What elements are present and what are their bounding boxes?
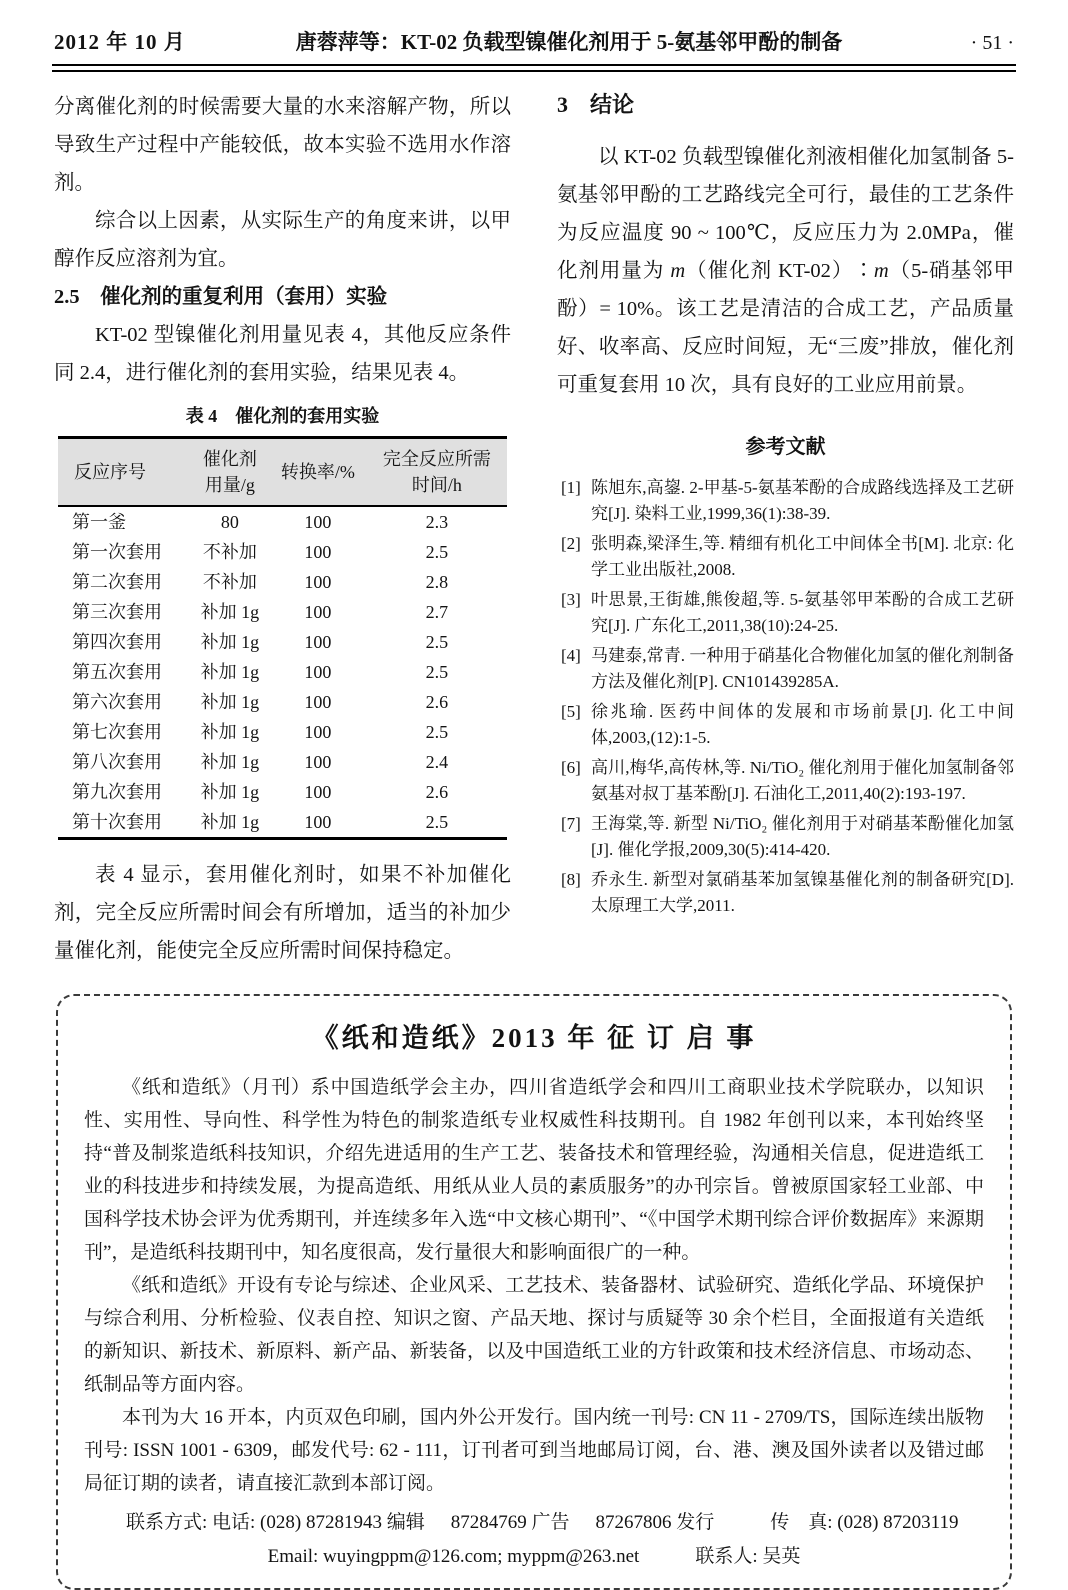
table-cell: 第一釜 [72, 511, 126, 532]
contact-person: 联系人: 吴英 [695, 1546, 801, 1567]
table-header [58, 438, 507, 507]
table-row [58, 777, 507, 807]
table-cell: 补加 1g [200, 631, 260, 652]
table-cell: 80 [220, 511, 239, 532]
table-cell: 100 [304, 631, 332, 652]
conclusion-text: （催化剂 KT-02）∶ [685, 260, 874, 282]
table-cell: 补加 1g [200, 811, 260, 832]
section-heading-3: 3 结论 [557, 92, 635, 117]
reference-text: 徐兆瑜. 医药中间体的发展和市场前景[J]. 化工中间体,2003,(12):1-5. [591, 702, 1014, 747]
paragraph: KT-02 型镍催化剂用量见表 4，其他反应条件同 2.4，进行催化剂的套用实验，结果见表 4。 [54, 324, 511, 384]
notice-paragraph: 本刊为大 16 开本，内页双色印刷，国内外公开发行。国内统一刊号: CN 11 - 2709/TS，国际连续出版物刊号: ISSN 1001 - 6309，邮发代号: 62 - 111，订刊者可到当地邮局订阅，台、港、澳及国外读者以及错过邮局征订期的读者，请直接汇款到本部订阅。 [84, 1407, 984, 1494]
reference-text: 高川,梅华,高传林,等. Ni/TiO₂ 催化剂用于催化加氢制备邻氨基对叔丁基苯酚[J]. 石油化工,2011,40(2):193-197. [591, 758, 1014, 803]
conclusion-text: （5-硝基邻甲酚）= 10%。该工艺是清洁的合成工艺，产品质量好、收率高、反应时间短，无“三废”排放，催化剂可重复套用 10 次，具有良好的工业应用前景。 [557, 260, 1014, 396]
table-cell: 100 [304, 751, 332, 772]
reference-label: [7] [561, 814, 581, 833]
table-cell: 100 [304, 571, 332, 592]
reference-text: 马建泰,常青. 一种用于硝基化合物催化加氢的催化剂制备方法及催化剂[P]. CN101439285A. [591, 646, 1014, 691]
reference-text: 叶思景,王街雄,熊俊超,等. 5-氨基邻甲苯酚的合成工艺研究[J]. 广东化工,2011,38(10):24-25. [591, 590, 1014, 635]
reference-text: 乔永生. 新型对氯硝基苯加氢镍基催化剂的制备研究[D]. 太原理工大学,2011. [591, 870, 1014, 915]
reference-item [557, 531, 1014, 583]
reference-label: [6] [561, 758, 581, 777]
table-cell: 2.5 [425, 541, 449, 562]
table-cell: 不补加 [202, 541, 257, 562]
page-number: · 51 · [970, 32, 1014, 54]
table-cell: 补加 1g [200, 661, 260, 682]
table-row [58, 627, 507, 657]
reference-item [557, 587, 1014, 639]
reference-label: [4] [561, 646, 581, 665]
reference-item [557, 867, 1014, 919]
notice-title: 《纸和造纸》2013 年 征 订 启 事 [311, 1023, 757, 1053]
table-cell: 补加 1g [200, 691, 260, 712]
content-columns [28, 72, 1040, 970]
table-row [58, 807, 507, 839]
reference-label: [2] [561, 534, 581, 553]
references-title: 参考文献 [745, 436, 826, 458]
table-cell: 2.3 [425, 511, 449, 532]
table-cell: 补加 1g [200, 781, 260, 802]
table-cell: 2.5 [425, 721, 449, 742]
reference-item [557, 475, 1014, 527]
conclusion-paragraph [557, 138, 1014, 404]
reference-item [557, 643, 1014, 695]
table-cell: 2.6 [425, 691, 449, 712]
table-cell: 补加 1g [200, 601, 260, 622]
table-cell: 100 [304, 691, 332, 712]
table-cell: 2.8 [425, 571, 449, 592]
contact-line [84, 1506, 984, 1540]
table-cell: 第七次套用 [72, 721, 162, 742]
column-header: 完全反应所需 时间/h [367, 438, 507, 507]
paragraph: 分离催化剂的时候需要大量的水来溶解产物，所以导致生产过程中产能较低，故本实验不选用水作溶剂。 [54, 96, 511, 194]
table-cell: 2.6 [425, 781, 449, 802]
header-rule [52, 64, 1016, 72]
table-cell: 第六次套用 [72, 691, 162, 712]
reference-text: 王海棠,等. 新型 Ni/TiO₂ 催化剂用于对硝基苯酚催化加氢[J]. 催化学报,2009,30(5):414-420. [591, 814, 1014, 859]
column-header: 转换率/% [269, 438, 367, 507]
table-body [58, 506, 507, 839]
table-cell: 100 [304, 721, 332, 742]
math-var-m: m [873, 260, 889, 282]
notice-paragraph: 《纸和造纸》（月刊）系中国造纸学会主办，四川省造纸学会和四川工商职业技术学院联办，以知识性、实用性、导向性、科学性为特色的制浆造纸专业权威性科技期刊。自 1982 年创刊以来，本刊始终坚持“普及制浆造纸科技知识，介绍先进适用的生产工艺、装备技术和管理经验，沟通相关信息，促进造纸工业的科技进步和持续发展，为提高造纸、用纸从业人员的素质服务”的办刊宗旨。曾被原国家轻工业部、中国科学技术协会评为优秀期刊，并连续多年入选“中文核心期刊”、“《中国学术期刊综合评价数据库》来源期刊”，是造纸科技期刊中，知名度很高，发行量很大和影响面很广的一种。 [84, 1077, 984, 1263]
table-row [58, 567, 507, 597]
page-header [28, 16, 1040, 64]
table-row [58, 687, 507, 717]
table-cell: 2.5 [425, 631, 449, 652]
table-cell: 100 [304, 541, 332, 562]
reference-label: [1] [561, 478, 581, 497]
reuse-experiment-table [58, 436, 507, 840]
issue-date: 2012 年 10 月 [54, 30, 186, 54]
reference-label: [5] [561, 702, 581, 721]
notice-paragraph: 《纸和造纸》开设有专论与综述、企业风采、工艺技术、装备器材、试验研究、造纸化学品、环境保护与综合利用、分析检验、仪表自控、知识之窗、产品天地、探讨与质疑等 30 余个栏目，全面报道有关造纸的新知识、新技术、新原料、新产品、新装备，以及中国造纸工业的方针政策和技术经济信息、市场动态、纸制品等方面内容。 [84, 1275, 984, 1395]
table-row [58, 506, 507, 537]
paragraph: 表 4 显示，套用催化剂时，如果不补加催化剂，完全反应所需时间会有所增加，适当的补加少量催化剂，能使完全反应所需时间保持稳定。 [54, 864, 511, 962]
table-cell: 第二次套用 [72, 571, 162, 592]
column-header: 反应序号 [58, 438, 191, 507]
table-row [58, 597, 507, 627]
table-cell: 第九次套用 [72, 781, 162, 802]
conclusion-text: 以 KT-02 负载型镍催化剂液相催化加氢制备 5-氨基邻甲酚的工艺路线完全可行，最佳的工艺条件为反应温度 90 ~ 100℃，反应压力为 2.0MPa，催化剂用量为 [557, 146, 1014, 282]
references-list [557, 475, 1014, 919]
table-cell: 2.7 [425, 601, 449, 622]
table-cell: 2.5 [425, 661, 449, 682]
contact-phone: 联系方式: 电话: (028) 87281943 编辑 [126, 1512, 425, 1533]
table-cell: 第一次套用 [72, 541, 162, 562]
reference-text: 陈旭东,高鋆. 2-甲基-5-氨基苯酚的合成路线选择及工艺研究[J]. 染料工业,1999,36(1):38-39. [591, 478, 1014, 523]
table-cell: 补加 1g [200, 751, 260, 772]
table-row [58, 657, 507, 687]
table-row [58, 537, 507, 567]
table-cell: 补加 1g [200, 721, 260, 742]
table-row [58, 747, 507, 777]
table-cell: 2.4 [425, 751, 449, 772]
table-cell: 第四次套用 [72, 631, 162, 652]
table-caption: 表 4 催化剂的套用实验 [185, 406, 380, 426]
column-header: 催化剂 用量/g [191, 438, 269, 507]
reference-item [557, 811, 1014, 863]
table-cell: 100 [304, 661, 332, 682]
contact-distribution-phone: 87267806 发行 [595, 1512, 715, 1533]
left-column [54, 88, 511, 970]
paragraph: 综合以上因素，从实际生产的角度来讲，以甲醇作反应溶剂为宜。 [54, 210, 511, 270]
email-text: Email: wuyingppm@126.com; myppm@263.net [267, 1546, 640, 1567]
table-cell: 100 [304, 601, 332, 622]
section-heading-2-5: 2.5 催化剂的重复利用（套用）实验 [54, 286, 388, 308]
table-cell: 100 [304, 511, 332, 532]
reference-item [557, 699, 1014, 751]
table-cell: 100 [304, 781, 332, 802]
reference-label: [8] [561, 870, 581, 889]
right-column [557, 88, 1014, 970]
table-cell: 第五次套用 [72, 661, 162, 682]
reference-item [557, 755, 1014, 807]
table-cell: 第十次套用 [72, 811, 162, 832]
table-cell: 2.5 [425, 811, 449, 832]
table-cell: 第三次套用 [72, 601, 162, 622]
math-var-m: m [670, 260, 686, 282]
contact-ad-phone: 87284769 广告 [450, 1512, 570, 1533]
table-cell: 不补加 [202, 571, 257, 592]
running-title: 唐蓉萍等：KT-02 负载型镍催化剂用于 5-氨基邻甲酚的制备 [295, 30, 843, 54]
reference-text: 张明森,梁泽生,等. 精细有机化工中间体全书[M]. 北京: 化学工业出版社,2008. [591, 534, 1014, 579]
contact-fax: 传 真: (028) 87203119 [770, 1512, 959, 1533]
table-cell: 100 [304, 811, 332, 832]
table-row [58, 717, 507, 747]
reference-label: [3] [561, 590, 581, 609]
contact-line [84, 1540, 984, 1574]
subscription-notice-box [56, 994, 1012, 1590]
table-cell: 第八次套用 [72, 751, 162, 772]
table-4 [58, 402, 507, 840]
